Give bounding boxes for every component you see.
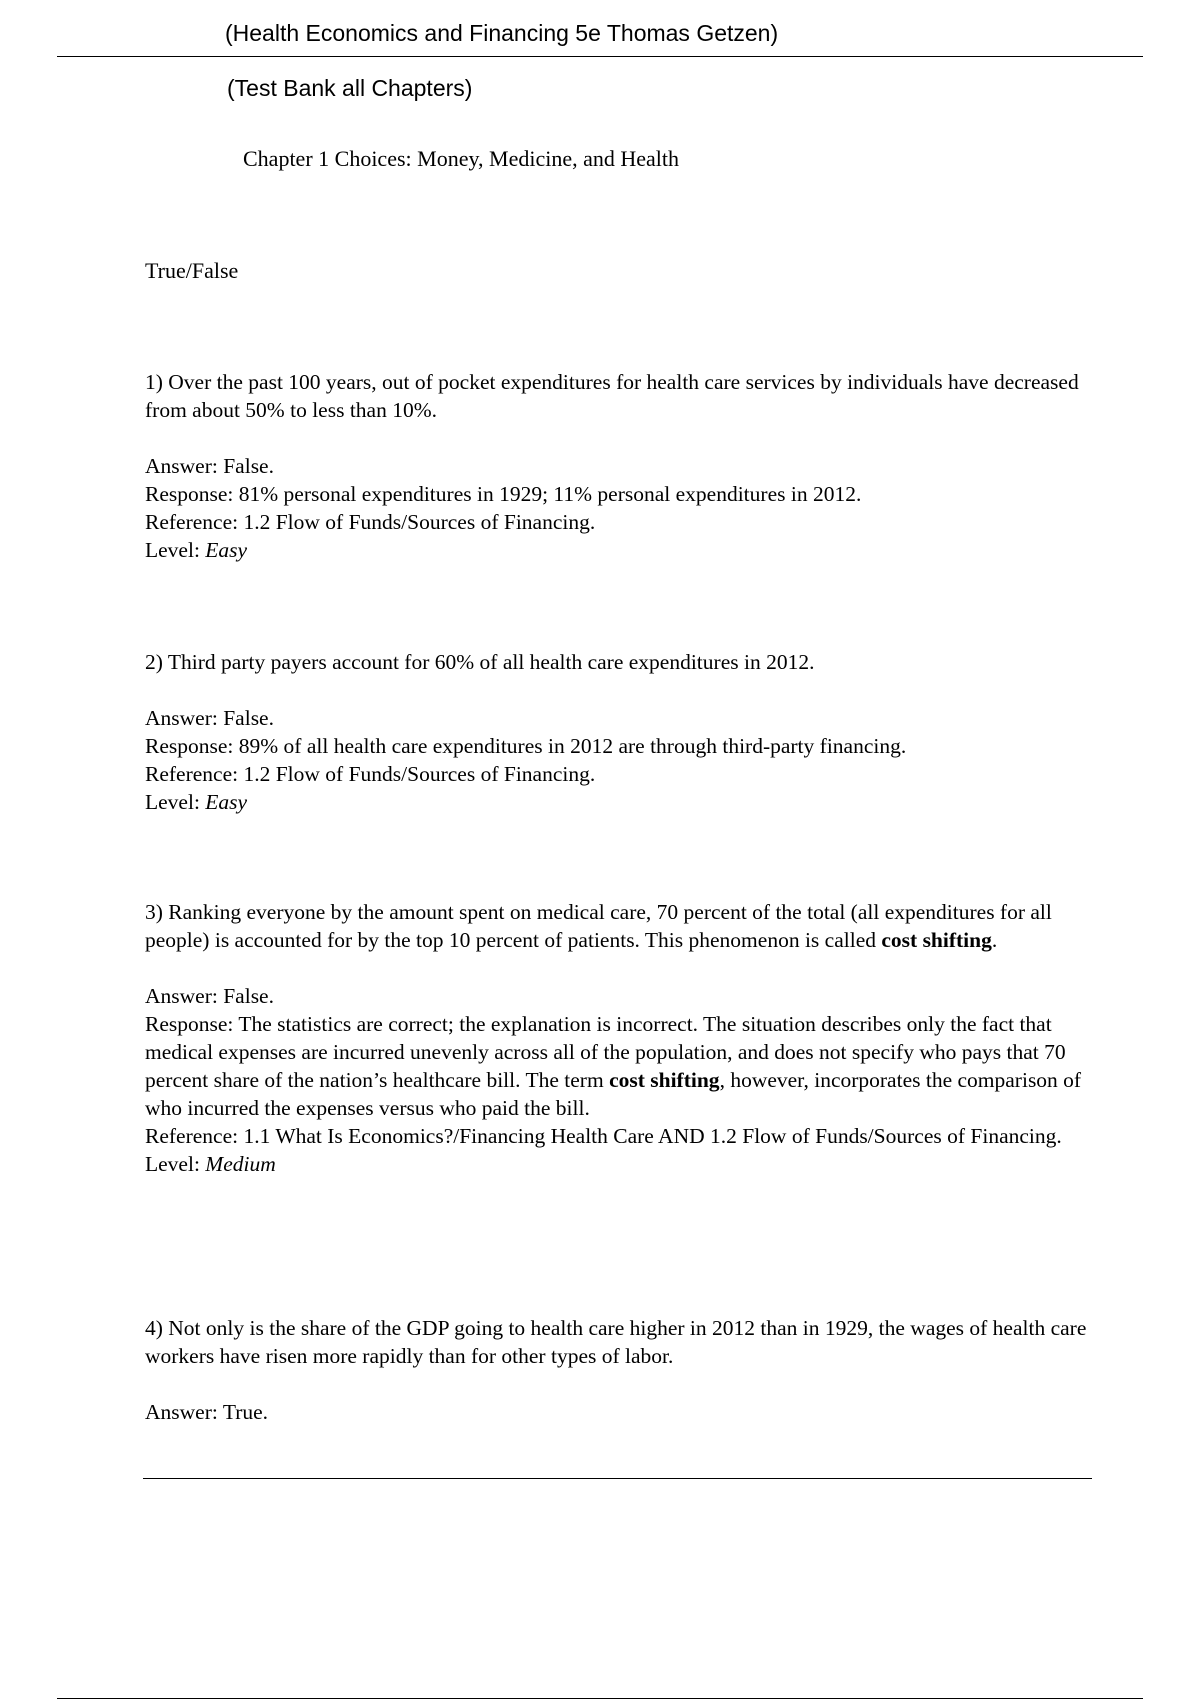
header-subtitle: (Test Bank all Chapters) — [227, 75, 473, 101]
response-term: cost shifting — [609, 1068, 720, 1092]
question-block-4 — [145, 1314, 1090, 1426]
question-block-2 — [145, 648, 1090, 816]
response-line: Response: 89% of all health care expenditures in 2012 are through third-party financing. — [145, 734, 907, 758]
level-label: Level: — [145, 538, 206, 562]
question-text: 2) Third party payers account for 60% of all health care expenditures in 2012. — [145, 650, 815, 674]
section-title: True/False — [145, 258, 239, 283]
reference-line: Reference: 1.2 Flow of Funds/Sources of Financing. — [145, 762, 596, 786]
answer-line: Answer: False. — [145, 706, 274, 730]
question-block-3 — [145, 898, 1090, 1178]
question-term: cost shifting — [881, 928, 992, 952]
question-block-1 — [145, 368, 1090, 564]
level-label: Level: — [145, 1152, 206, 1176]
footer-rule — [57, 1698, 1143, 1699]
question-text-end: . — [991, 928, 998, 952]
level-value: Easy — [205, 538, 248, 562]
answer-line: Answer: True. — [145, 1400, 269, 1424]
reference-line: Reference: 1.2 Flow of Funds/Sources of Financing. — [145, 510, 596, 534]
level-value: Medium — [205, 1152, 276, 1176]
answer-line: Answer: False. — [145, 984, 274, 1008]
chapter-title: Chapter 1 Choices: Money, Medicine, and Health — [243, 146, 680, 171]
question-text: 4) Not only is the share of the GDP going to health care higher in 2012 than in 1929, the wages of health care workers have risen more rapidly than for other types of labor. — [145, 1316, 1087, 1368]
response-line — [145, 1010, 1090, 1122]
response-line: Response: 81% personal expenditures in 1929; 11% personal expenditures in 2012. — [145, 482, 862, 506]
question-text: 1) Over the past 100 years, out of pocket expenditures for health care services by individuals have decreased from about 50% to less than 10%. — [145, 370, 1079, 422]
reference-line: Reference: 1.1 What Is Economics?/Financing Health Care AND 1.2 Flow of Funds/Sources of Financing. — [145, 1124, 1062, 1148]
level-line — [145, 788, 1090, 816]
level-value: Easy — [205, 790, 248, 814]
level-line — [145, 536, 1090, 564]
header-rule — [57, 56, 1143, 57]
question-text-start: 3) Ranking everyone by the amount spent on medical care, 70 percent of the total (all expenditures for all people) is accounted for by the top 10 percent of patients. This phenomenon is called — [145, 900, 1052, 952]
content-rule — [143, 1478, 1092, 1479]
response-text-end: , however, incorporates the comparison of who incurred the expenses versus who paid the bill. — [145, 1068, 1082, 1120]
level-line — [145, 1150, 1090, 1178]
response-text-start: Response: The statistics are correct; the explanation is incorrect. The situation describes only the fact that medical expenses are incurred unevenly across all of the population, and does not specify who pays that 70 percent share of the nation’s healthcare bill. The term — [145, 1012, 1066, 1092]
answer-line: Answer: False. — [145, 454, 274, 478]
question-text — [145, 898, 1090, 954]
header-title: (Health Economics and Financing 5e Thomas Getzen) — [225, 20, 779, 46]
level-label: Level: — [145, 790, 206, 814]
